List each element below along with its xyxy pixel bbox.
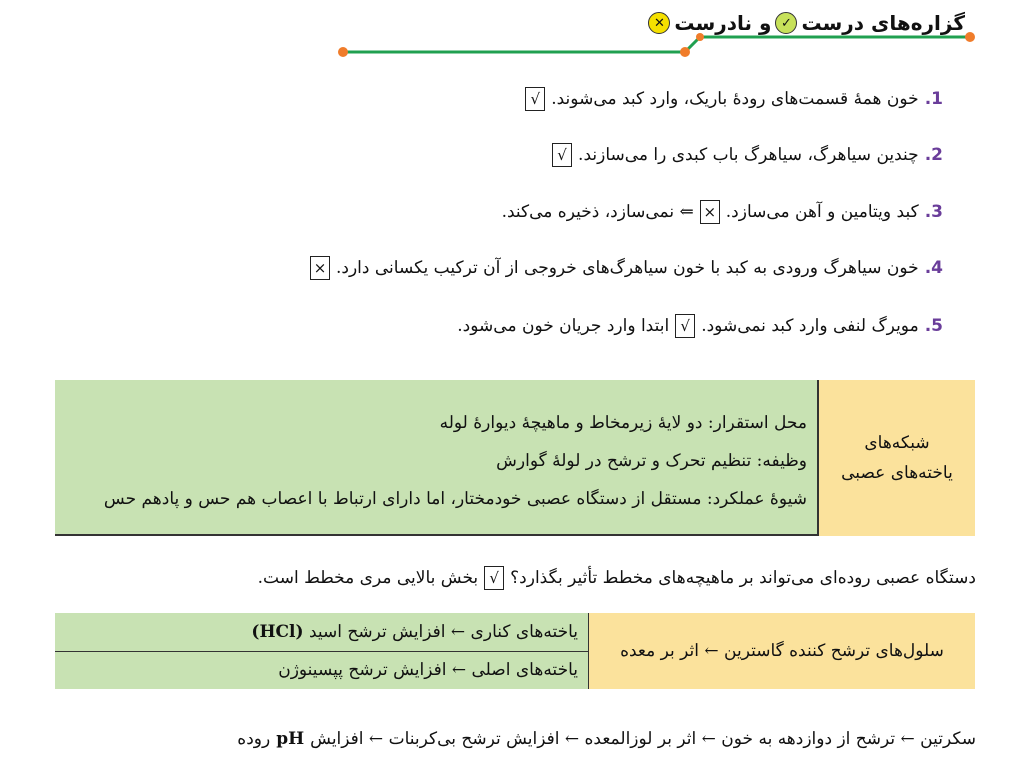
answer-mark-box: × (700, 200, 720, 224)
footer-formula: pH (276, 729, 305, 749)
check-icon: ✓ (775, 12, 797, 34)
title-part-1: گزاره‌های درست (801, 11, 965, 35)
question-line (258, 561, 976, 595)
answer-mark-box: √ (484, 566, 504, 590)
answer-mark-box: √ (525, 87, 545, 111)
row-text: یاخته‌های کناری ← افزایش ترشح اسید (308, 621, 578, 642)
answer-mark-box: √ (675, 314, 695, 338)
answer-mark-box: × (310, 256, 330, 280)
statement-text: خون سیاهرگ ورودی به کبد با خون سیاهرگ‌های خروجی از آن ترکیب یکسانی دارد. (336, 258, 919, 278)
statement-number: 2. (924, 145, 943, 165)
statement-5 (457, 310, 943, 342)
answer-mark-box: √ (552, 143, 572, 167)
line-dot-middle (680, 47, 690, 57)
gastrin-table (55, 613, 975, 689)
footer-tail: روده (237, 729, 271, 749)
statement-4 (310, 252, 943, 284)
statement-text: چندین سیاهرگ، سیاهرگ باب کبدی را می‌سازند. (578, 145, 919, 165)
statement-number: 3. (924, 202, 943, 222)
statement-correction: ⇐ نمی‌سازد، ذخیره می‌کند. (501, 202, 694, 222)
statement-correction: ابتدا وارد جریان خون می‌شود. (457, 316, 670, 336)
statement-text: کبد ویتامین و آهن می‌سازد. (725, 202, 919, 222)
row-text: یاخته‌های اصلی ← افزایش ترشح پپسینوژن (278, 660, 578, 681)
table-header-cell: سلول‌های ترشح کننده گاسترین ← اثر بر معده (588, 613, 975, 689)
section-title (648, 8, 965, 38)
table-header-cell (817, 380, 975, 536)
table-row (55, 613, 588, 651)
header-line-1: شبکه‌های (864, 433, 930, 453)
statement-2 (552, 139, 943, 171)
row-formula: (HCl) (251, 621, 304, 642)
cross-icon: ✕ (648, 12, 670, 34)
question-text: دستگاه عصبی روده‌ای می‌تواند بر ماهیچه‌های مخطط تأثیر بگذارد؟ (510, 568, 976, 588)
header-line-2: یاخته‌های عصبی (841, 463, 953, 483)
statement-text: خون همهٔ قسمت‌های رودهٔ باریک، وارد کبد می‌شوند. (551, 89, 919, 109)
table-row-mechanism: شیوهٔ عملکرد: مستقل از دستگاه عصبی خودمختار، اما دارای ارتباط با اعصاب هم حس و پادهم حس (103, 489, 807, 509)
nervous-network-table (55, 380, 975, 536)
table-body-cell (55, 613, 588, 689)
title-part-2: و نادرست (674, 11, 772, 35)
statement-number: 4. (924, 258, 943, 278)
statement-number: 1. (924, 89, 943, 109)
table-row (55, 651, 588, 690)
line-dot-left (338, 47, 348, 57)
statement-3 (502, 196, 943, 228)
line-dot-right (965, 32, 975, 42)
section-header (330, 0, 1031, 60)
statement-text: مویرگ لنفی وارد کبد نمی‌شود. (701, 316, 919, 336)
table-row-function: وظیفه: تنظیم تحرک و ترشح در لولهٔ گوارش (496, 451, 807, 471)
statement-number: 5. (924, 316, 943, 336)
table-row-location: محل استقرار: دو لایهٔ زیرمخاط و ماهیچهٔ دیوارهٔ لوله (439, 413, 807, 433)
secretin-line (237, 722, 976, 756)
table-body-cell (55, 380, 817, 536)
question-answer: بخش بالایی مری مخطط است. (257, 568, 479, 588)
footer-text: سکرتین ← ترشح از دوازدهه به خون ← اثر بر لوزالمعده ← افزایش ترشح بی‌کربنات ← افزایش (310, 729, 976, 749)
statement-1 (525, 83, 943, 115)
